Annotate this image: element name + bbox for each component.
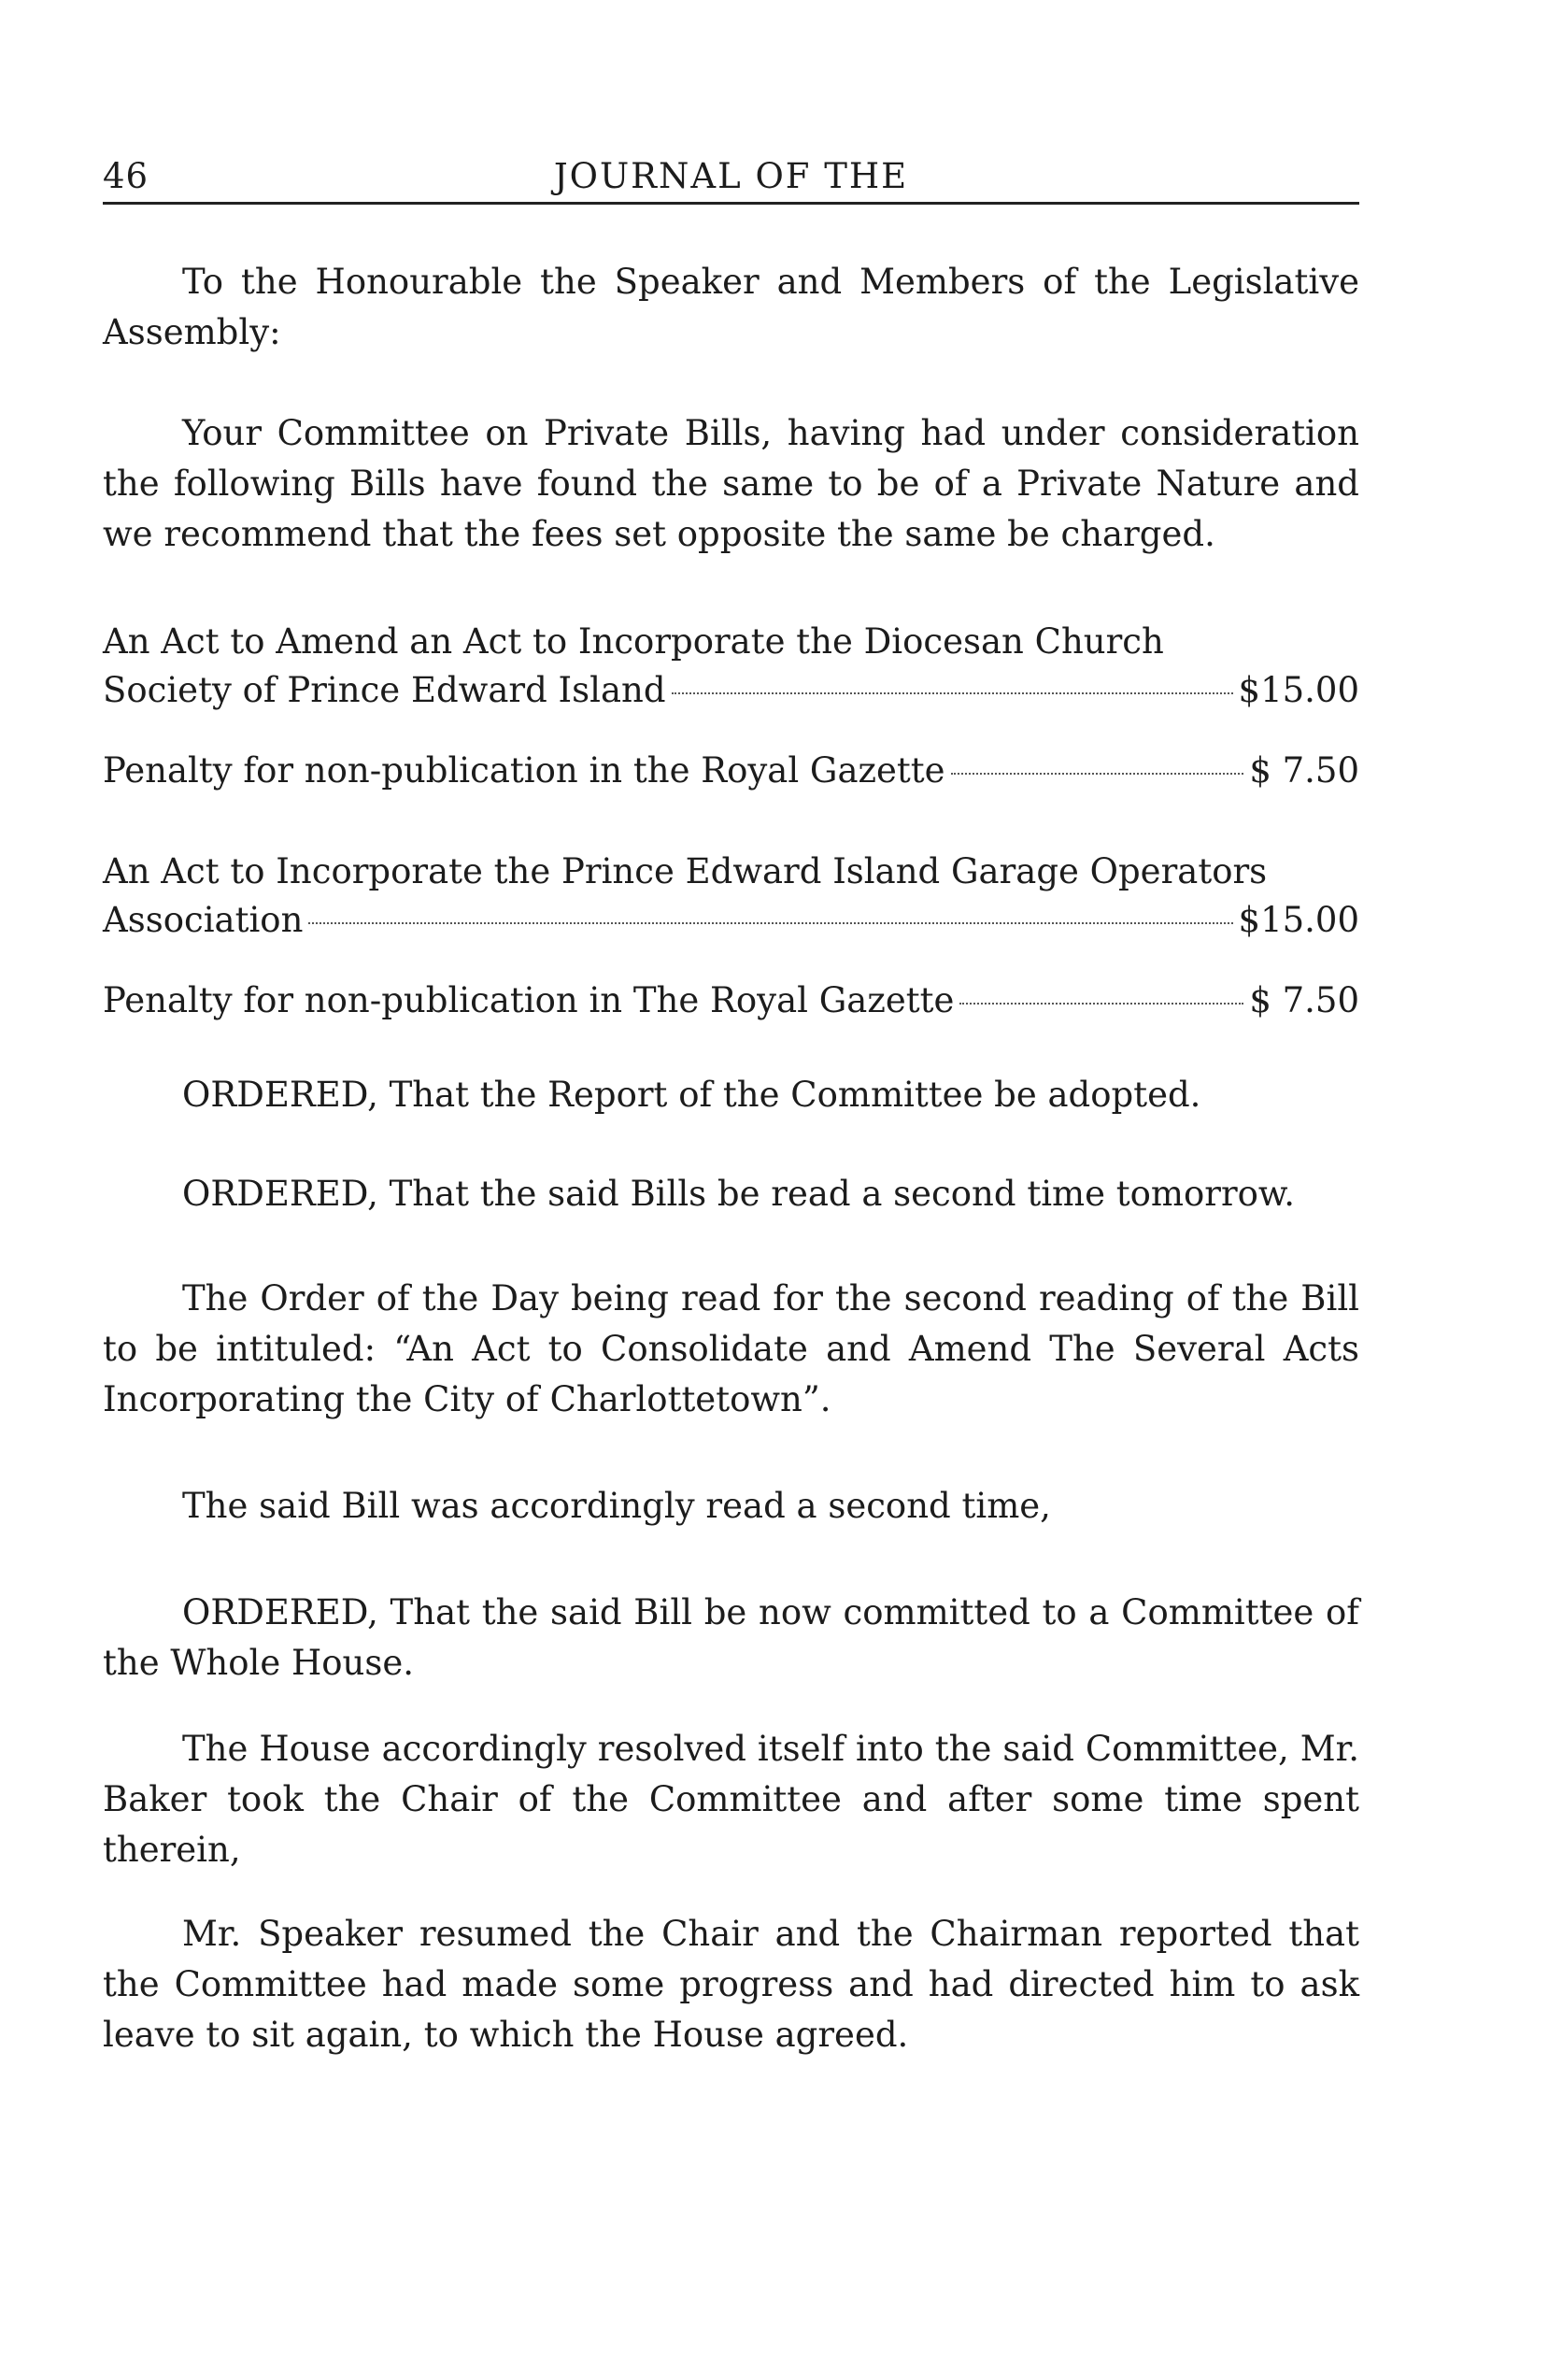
order-of-day-paragraph: The Order of the Day being read for the second reading of the Bill to be intituled: “An Act to Consolidate and Amend The Several Acts Incorporating the City of Charlottetown”. [103,1278,1359,1419]
bill-entry [103,848,1359,1025]
dot-leader [959,1003,1243,1005]
penalty-amount: $ 7.50 [1249,750,1359,791]
dot-leader [951,773,1244,775]
penalty-amount: $ 7.50 [1249,980,1359,1020]
ordered-committee-paragraph: ORDERED, That the said Bill be now committed to a Committee of the Whole House. [103,1592,1359,1683]
fee-label: Association [103,900,304,940]
bill-title-line: An Act to Incorporate the Prince Edward Island Garage Operators [103,851,1268,891]
ordered-second-reading: ORDERED, That the said Bills be read a second time tomorrow. [182,1174,1295,1214]
fee-label: Society of Prince Edward Island [103,670,666,710]
dot-leader [672,692,1233,694]
penalty-line [103,976,1359,1025]
house-resolved-paragraph: The House accordingly resolved itself into the said Committee, Mr. Baker took the Chair of the Committee and after some time spent therein, [103,1729,1359,1870]
fee-amount: $15.00 [1238,670,1359,710]
fee-line [103,666,1359,715]
address-paragraph: To the Honourable the Speaker and Members of the Legislative Assembly: [103,262,1359,352]
bill-title-line: An Act to Amend an Act to Incorporate the Diocesan Church [103,621,1164,662]
committee-report-paragraph: Your Committee on Private Bills, having had under consideration the following Bills have found the same to be of a Private Nature and we recommend that the fees set opposite the same be charged. [103,413,1359,554]
penalty-label: Penalty for non-publication in The Royal Gazette [103,980,955,1020]
fee-amount: $15.00 [1238,900,1359,940]
page-header [103,150,1359,205]
journal-page [103,150,1359,2060]
running-title: JOURNAL OF THE [553,156,909,196]
speaker-resumed-paragraph: Mr. Speaker resumed the Chair and the Chairman reported that the Committee had made some progress and had directed him to ask leave to sit again, to which the House agreed. [103,1914,1359,2055]
bill-entry [103,618,1359,795]
ordered-report-adopted: ORDERED, That the Report of the Committee be adopted. [182,1075,1201,1115]
penalty-label: Penalty for non-publication in the Royal Gazette [103,750,945,791]
read-second-time-paragraph: The said Bill was accordingly read a second time, [182,1486,1051,1526]
penalty-line [103,747,1359,795]
fee-line [103,896,1359,945]
page-number: 46 [103,156,149,196]
dot-leader [308,922,1232,924]
